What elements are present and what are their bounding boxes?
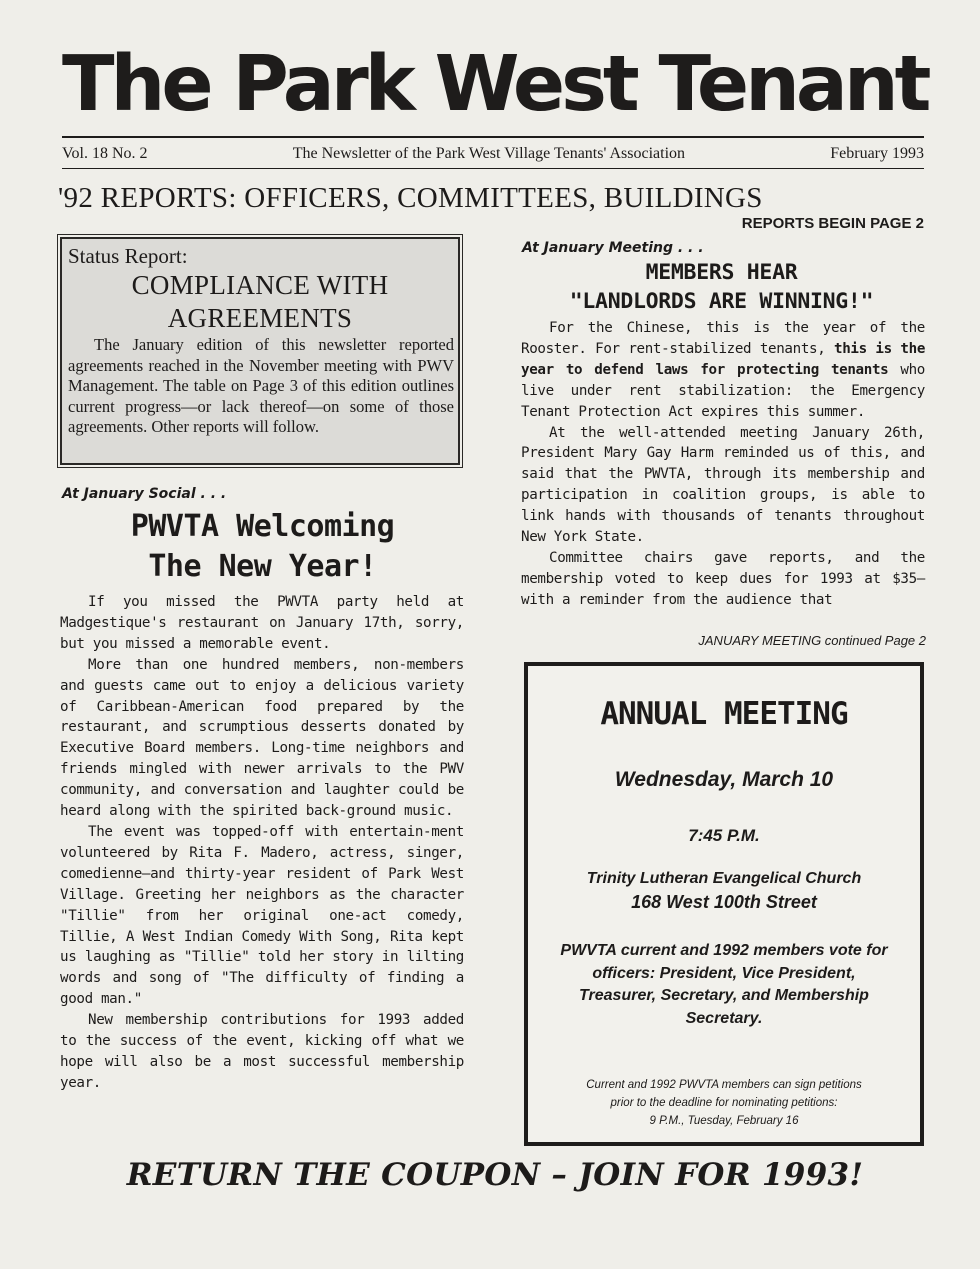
dateline: [62, 143, 924, 165]
meeting-p1-bold: this is the year to defend laws for protecting tenants: [521, 340, 926, 378]
social-paragraph: If you missed the PWVTA party held at Madgestique's restaurant on January 17th, sorry, but you missed a memorable event.: [60, 594, 464, 652]
masthead-rule-top: [62, 136, 924, 138]
volume-number: Vol. 18 No. 2: [62, 145, 148, 162]
footnote-line: prior to the deadline for nominating petitions:: [610, 1097, 838, 1109]
meeting-article-body: [521, 318, 925, 611]
issue-date: February 1993: [830, 145, 924, 162]
annual-meeting-date: Wednesday, March 10: [614, 768, 834, 791]
annual-meeting-time: 7:45 P.M.: [688, 826, 760, 845]
social-headline-line1: PWVTA Welcoming: [130, 509, 395, 544]
masthead-title: The Park West Tenant: [62, 40, 928, 129]
social-paragraph: More than one hundred members, non-members and guests came out to enjoy a delicious variety of Caribbean-American food prepared by the restaurant, and scrumptious desserts donated by Executive Board members. Long-time neighbors and friends mingled with newer arrivals to the PWV community, and conversation and laughter could be heard along with the spirited back-ground music.: [60, 656, 464, 820]
reports-begin-note: REPORTS BEGIN PAGE 2: [741, 215, 924, 232]
footnote-line: 9 P.M., Tuesday, February 16: [649, 1115, 799, 1127]
social-paragraph: The event was topped-off with entertain-ment volunteered by Rita F. Madero, actress, singer, comedienne—and thirty-year resident of Park West Village. Greeting her neighbors as the character "Tillie" from her original one-act comedy, Tillie, A West Indian Comedy With Song, Rita kept us laughing as "Tillie" told her story in lilting words and song of "The difficulty of finding a good man.": [60, 823, 464, 1008]
social-paragraph: New membership contributions for 1993 added to the success of the event, kicking off what we hope will also be a most successful membership year.: [60, 1012, 464, 1091]
masthead-rule-bottom: [62, 168, 924, 169]
footnote-line: Current and 1992 PWVTA members can sign petitions: [586, 1079, 862, 1091]
meeting-paragraph: At the well-attended meeting January 26th, President Mary Gay Harm reminded us of this, and said that the PWVTA, through its membership and participation in coalition groups, is able to link hands with thousands of tenants throughout New York State.: [521, 424, 925, 546]
annual-meeting-vote: PWVTA current and 1992 members vote for officers: President, Vice President, Treasurer, Secretary, and Membership Secretary.: [560, 942, 888, 1027]
status-report-title: [62, 269, 458, 335]
meeting-p1-end: who live under rent stabilization: the Emergency Tenant Protection Act expires this summer.: [521, 361, 925, 420]
meeting-paragraph: Committee chairs gave reports, and the membership voted to keep dues for 1993 at $35—with a reminder from the audience that: [521, 549, 925, 608]
newsletter-subtitle: The Newsletter of the Park West Village Tenants' Association: [292, 145, 686, 162]
annual-meeting-footnote: [528, 1076, 920, 1130]
coupon-banner: RETURN THE COUPON – JOIN FOR 1993!: [126, 1157, 864, 1193]
status-title-line2: AGREEMENTS: [167, 303, 353, 333]
continued-note: JANUARY MEETING continued Page 2: [698, 633, 926, 648]
annual-meeting-box: [524, 662, 924, 1146]
annual-meeting-church: Trinity Lutheran Evangelical Church: [586, 870, 862, 887]
status-title-line1: COMPLIANCE WITH: [131, 270, 389, 300]
annual-meeting-title: ANNUAL MEETING: [600, 696, 848, 732]
social-headline-line2: The New Year!: [148, 549, 377, 584]
meeting-headline: [518, 258, 925, 316]
status-report-body: The January edition of this newsletter reported agreements reached in the November meeting with PWV Management. The table on Page 3 of this edition outlines current progress—or lack thereof—on some of those agreements. Other reports will follow.: [68, 335, 454, 437]
social-article-body: [60, 592, 464, 1094]
social-kicker: At January Social . . .: [62, 486, 227, 502]
meeting-p1-start: For the Chinese, this is the year of the Rooster. For rent-stabilized tenants,: [521, 320, 925, 357]
status-report-box: [60, 237, 460, 465]
meeting-kicker: At January Meeting . . .: [522, 240, 704, 256]
meeting-headline-line2: "LANDLORDS ARE WINNING!": [569, 289, 874, 314]
meeting-headline-line1: MEMBERS HEAR: [645, 260, 798, 285]
status-report-label: Status Report:: [68, 244, 188, 268]
social-headline: [60, 507, 465, 587]
annual-meeting-street: 168 West 100th Street: [631, 892, 817, 912]
meeting-paragraph: [521, 318, 925, 423]
main-headline: '92 REPORTS: OFFICERS, COMMITTEES, BUILDINGS: [58, 182, 763, 214]
